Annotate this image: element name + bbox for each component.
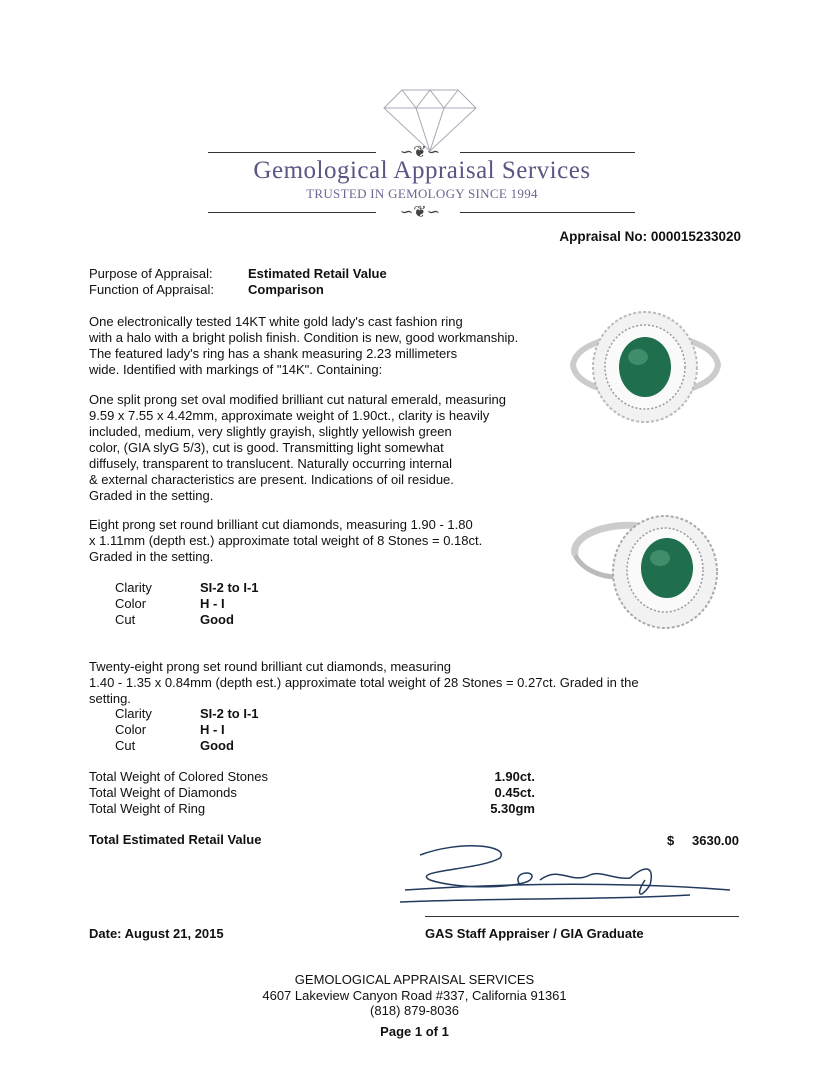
function-value: Comparison [248,282,324,297]
text-line: included, medium, very slightly grayish, slightly yellowish green [89,424,452,439]
text-line: 9.59 x 7.55 x 4.42mm, approximate weight of 1.90ct., clarity is heavily [89,408,490,423]
text-line: Graded in the setting. [89,488,214,503]
appraisal-date: Date: August 21, 2015 [89,926,224,941]
text-line: & external characteristics are present. Indications of oil residue. [89,472,454,487]
text-line: color, (GIA slyG 5/3), cut is good. Transmitting light somewhat [89,440,444,455]
footer-phone: (818) 879-8036 [370,1003,459,1018]
grade-label: Cut [115,612,136,627]
text-line: diffusely, transparent to translucent. Naturally occurring internal [89,456,452,471]
scroll-ornament-icon: ∽❦∽ [399,144,441,161]
grade-label: Clarity [115,580,152,595]
total-value: 1.90ct. [494,769,535,784]
tagline: TRUSTED IN GEMOLOGY SINCE 1994 [306,186,538,201]
emerald-description [89,392,506,504]
grade-value: SI-2 to I-1 [200,706,259,721]
total-value-amount: 3630.00 [692,833,739,848]
text-line: x 1.11mm (depth est.) approximate total weight of 8 Stones = 0.18ct. [89,533,483,548]
grade-value: Good [200,738,234,753]
grade-label: Cut [115,738,136,753]
ring-angle-view-image [565,500,725,635]
grades-table-1 [115,580,259,628]
grade-label: Clarity [115,706,152,721]
total-value-label: Total Estimated Retail Value [89,832,262,847]
footer-company: GEMOLOGICAL APPRAISAL SERVICES [294,972,535,987]
ring-description [89,314,518,378]
diamonds-8-description [89,517,482,565]
text-line: setting. [89,691,131,706]
total-label: Total Weight of Colored Stones [89,769,268,784]
signer-title: GAS Staff Appraiser / GIA Graduate [425,926,644,941]
footer-address: 4607 Lakeview Canyon Road #337, California 91361 [262,988,567,1003]
text-line: One electronically tested 14KT white gold lady's cast fashion ring [89,314,463,329]
logo-rule [460,212,635,213]
text-line: with a halo with a bright polish finish. Condition is new, good workmanship. [89,330,519,345]
page-number: Page 1 of 1 [380,1024,449,1039]
company-name: Gemological Appraisal Services [253,157,591,184]
grade-value: SI-2 to I-1 [200,580,259,595]
signature-line [425,916,739,917]
purpose-label: Purpose of Appraisal: [89,266,213,281]
total-label: Total Weight of Ring [89,801,206,816]
ring-top-view-image [568,305,723,430]
logo-rule [208,212,376,213]
totals-table [89,769,535,817]
signature-image [400,840,740,915]
grade-label: Color [115,596,147,611]
total-label: Total Weight of Diamonds [89,785,237,800]
text-line: Graded in the setting. [89,549,214,564]
text-line: One split prong set oval modified brilliant cut natural emerald, measuring [89,392,506,407]
text-line: Eight prong set round brilliant cut diamonds, measuring 1.90 - 1.80 [89,517,473,532]
logo-rule [208,152,376,153]
grades-table-2 [115,706,259,754]
appraisal-number: Appraisal No: 000015233020 [559,229,741,244]
text-line: Twenty-eight prong set round brilliant cut diamonds, measuring [89,659,452,674]
grade-value: H - I [200,596,225,611]
diamonds-28-description [89,659,639,707]
grade-value: H - I [200,722,225,737]
text-line: The featured lady's ring has a shank measuring 2.23 millimeters [89,346,458,361]
purpose-value: Estimated Retail Value [248,266,387,281]
currency-symbol: $ [667,833,675,848]
text-line: 1.40 - 1.35 x 0.84mm (depth est.) approximate total weight of 28 Stones = 0.27ct. Graded in the [89,675,639,690]
total-value: 5.30gm [490,801,535,816]
function-label: Function of Appraisal: [89,282,215,297]
grade-label: Color [115,722,147,737]
text-line: wide. Identified with markings of "14K". Containing: [89,362,383,377]
scroll-ornament-icon: ∽❦∽ [399,204,441,221]
logo-rule [460,152,635,153]
total-value: 0.45ct. [494,785,535,800]
grade-value: Good [200,612,234,627]
